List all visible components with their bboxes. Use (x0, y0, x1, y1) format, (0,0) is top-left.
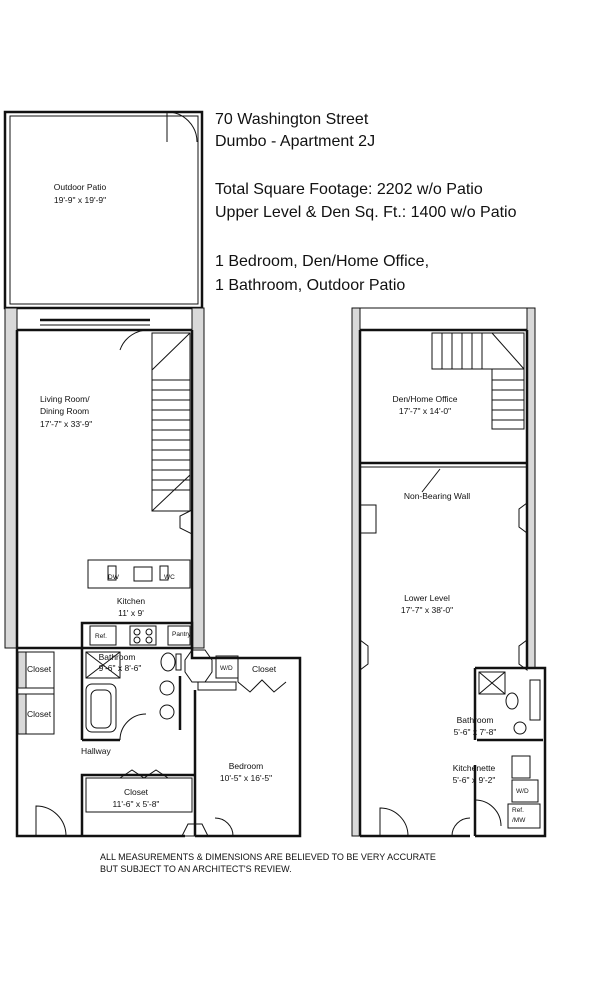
non-bearing-wall-pointer (422, 469, 440, 492)
living-dims: 17'-7" x 33'-9" (40, 419, 93, 429)
left-closet-label-1: Closet (27, 664, 52, 674)
hallway-label: Hallway (81, 746, 111, 756)
dishwasher-label: DW (108, 574, 119, 581)
wc-label: WC (164, 574, 175, 581)
lower-entry-door (380, 808, 408, 836)
upper-staircase (152, 333, 190, 511)
den-dims: 17'-7" x 14'-0" (398, 406, 452, 416)
bath-door-swing (120, 714, 146, 740)
address: 70 Washington Street (215, 111, 369, 128)
bedroom-closet-bifold (238, 680, 286, 692)
bedroom-dims: 10'-5" x 16'-5" (219, 773, 273, 783)
bathroom-dims: 9'-6" x 8'-6" (98, 663, 142, 673)
living-door-swing (120, 330, 150, 350)
outdoor-patio-inner (10, 116, 198, 304)
ref-mw-label-1: Ref. (512, 807, 524, 814)
total-square-footage: Total Square Footage: 2202 w/o Patio (215, 181, 483, 198)
octagon-column (185, 650, 212, 682)
lower-level-label: Lower Level (404, 593, 450, 603)
outdoor-patio-outline (5, 112, 202, 308)
bedroom-closet-label: Closet (252, 664, 277, 674)
sink-2 (160, 705, 174, 719)
kitchen-label: Kitchen (116, 596, 146, 606)
unit-name: Dumbo - Apartment 2J (215, 133, 376, 150)
wall-hatch-left (5, 308, 17, 648)
wd-label: W/D (220, 665, 233, 672)
sink-1 (160, 681, 174, 695)
wall-hatch-right (192, 308, 204, 648)
kitchen-sink (134, 567, 152, 581)
lower-level-plan (352, 308, 545, 836)
living-room-walls (17, 330, 192, 648)
lower-toilet (506, 693, 518, 709)
bedroom-label: Bedroom (228, 761, 264, 771)
living-label-2: Dining Room (40, 406, 90, 416)
lower-sink (514, 722, 526, 734)
kitchenette-label: Kitchenette (452, 763, 496, 773)
non-bearing-wall-label: Non-Bearing Wall (403, 491, 471, 501)
entry-door-swing (36, 806, 66, 836)
left-closet-label-2: Closet (27, 709, 52, 719)
features-line-1: 1 Bedroom, Den/Home Office, (215, 253, 430, 270)
hall-closet-label: Closet (123, 787, 149, 797)
ref-label: Ref. (95, 633, 107, 640)
den-label: Den/Home Office (392, 394, 458, 404)
lower-wd-label: W/D (516, 788, 529, 795)
hall-closet-dims: 11'-6" x 5'-8" (112, 799, 160, 809)
disclaimer-line-2: BUT SUBJECT TO AN ARCHITECT'S REVIEW. (100, 864, 292, 874)
kitchen-dims: 11' x 9' (118, 608, 144, 618)
features-line-2: 1 Bathroom, Outdoor Patio (215, 277, 406, 294)
upper-level-square-footage: Upper Level & Den Sq. Ft.: 1400 w/o Patio (215, 204, 517, 221)
living-label-1: Living Room/ (40, 394, 90, 404)
lower-level-dims: 17'-7" x 38'-0" (400, 605, 454, 615)
kitchenette-dims: 5'-6" x 9'-2" (452, 775, 496, 785)
kitchenette-sink (512, 756, 530, 778)
disclaimer-line-1: ALL MEASUREMENTS & DIMENSIONS ARE BELIEVED TO BE VERY ACCURATE (100, 852, 436, 862)
toilet (161, 653, 175, 671)
patio-label: Outdoor Patio (53, 182, 107, 192)
patio-dims: 19'-9" x 19'-9" (53, 195, 107, 205)
lower-bathroom-label: Bathroom (456, 715, 494, 725)
lower-bathroom-dims: 5'-6" x 7'-8" (453, 727, 497, 737)
bathroom-label: Bathroom (98, 652, 136, 662)
pantry-label: Pantry (172, 631, 191, 638)
column (180, 510, 192, 534)
stove (130, 626, 156, 645)
ref-mw-label-2: /MW (512, 817, 526, 824)
